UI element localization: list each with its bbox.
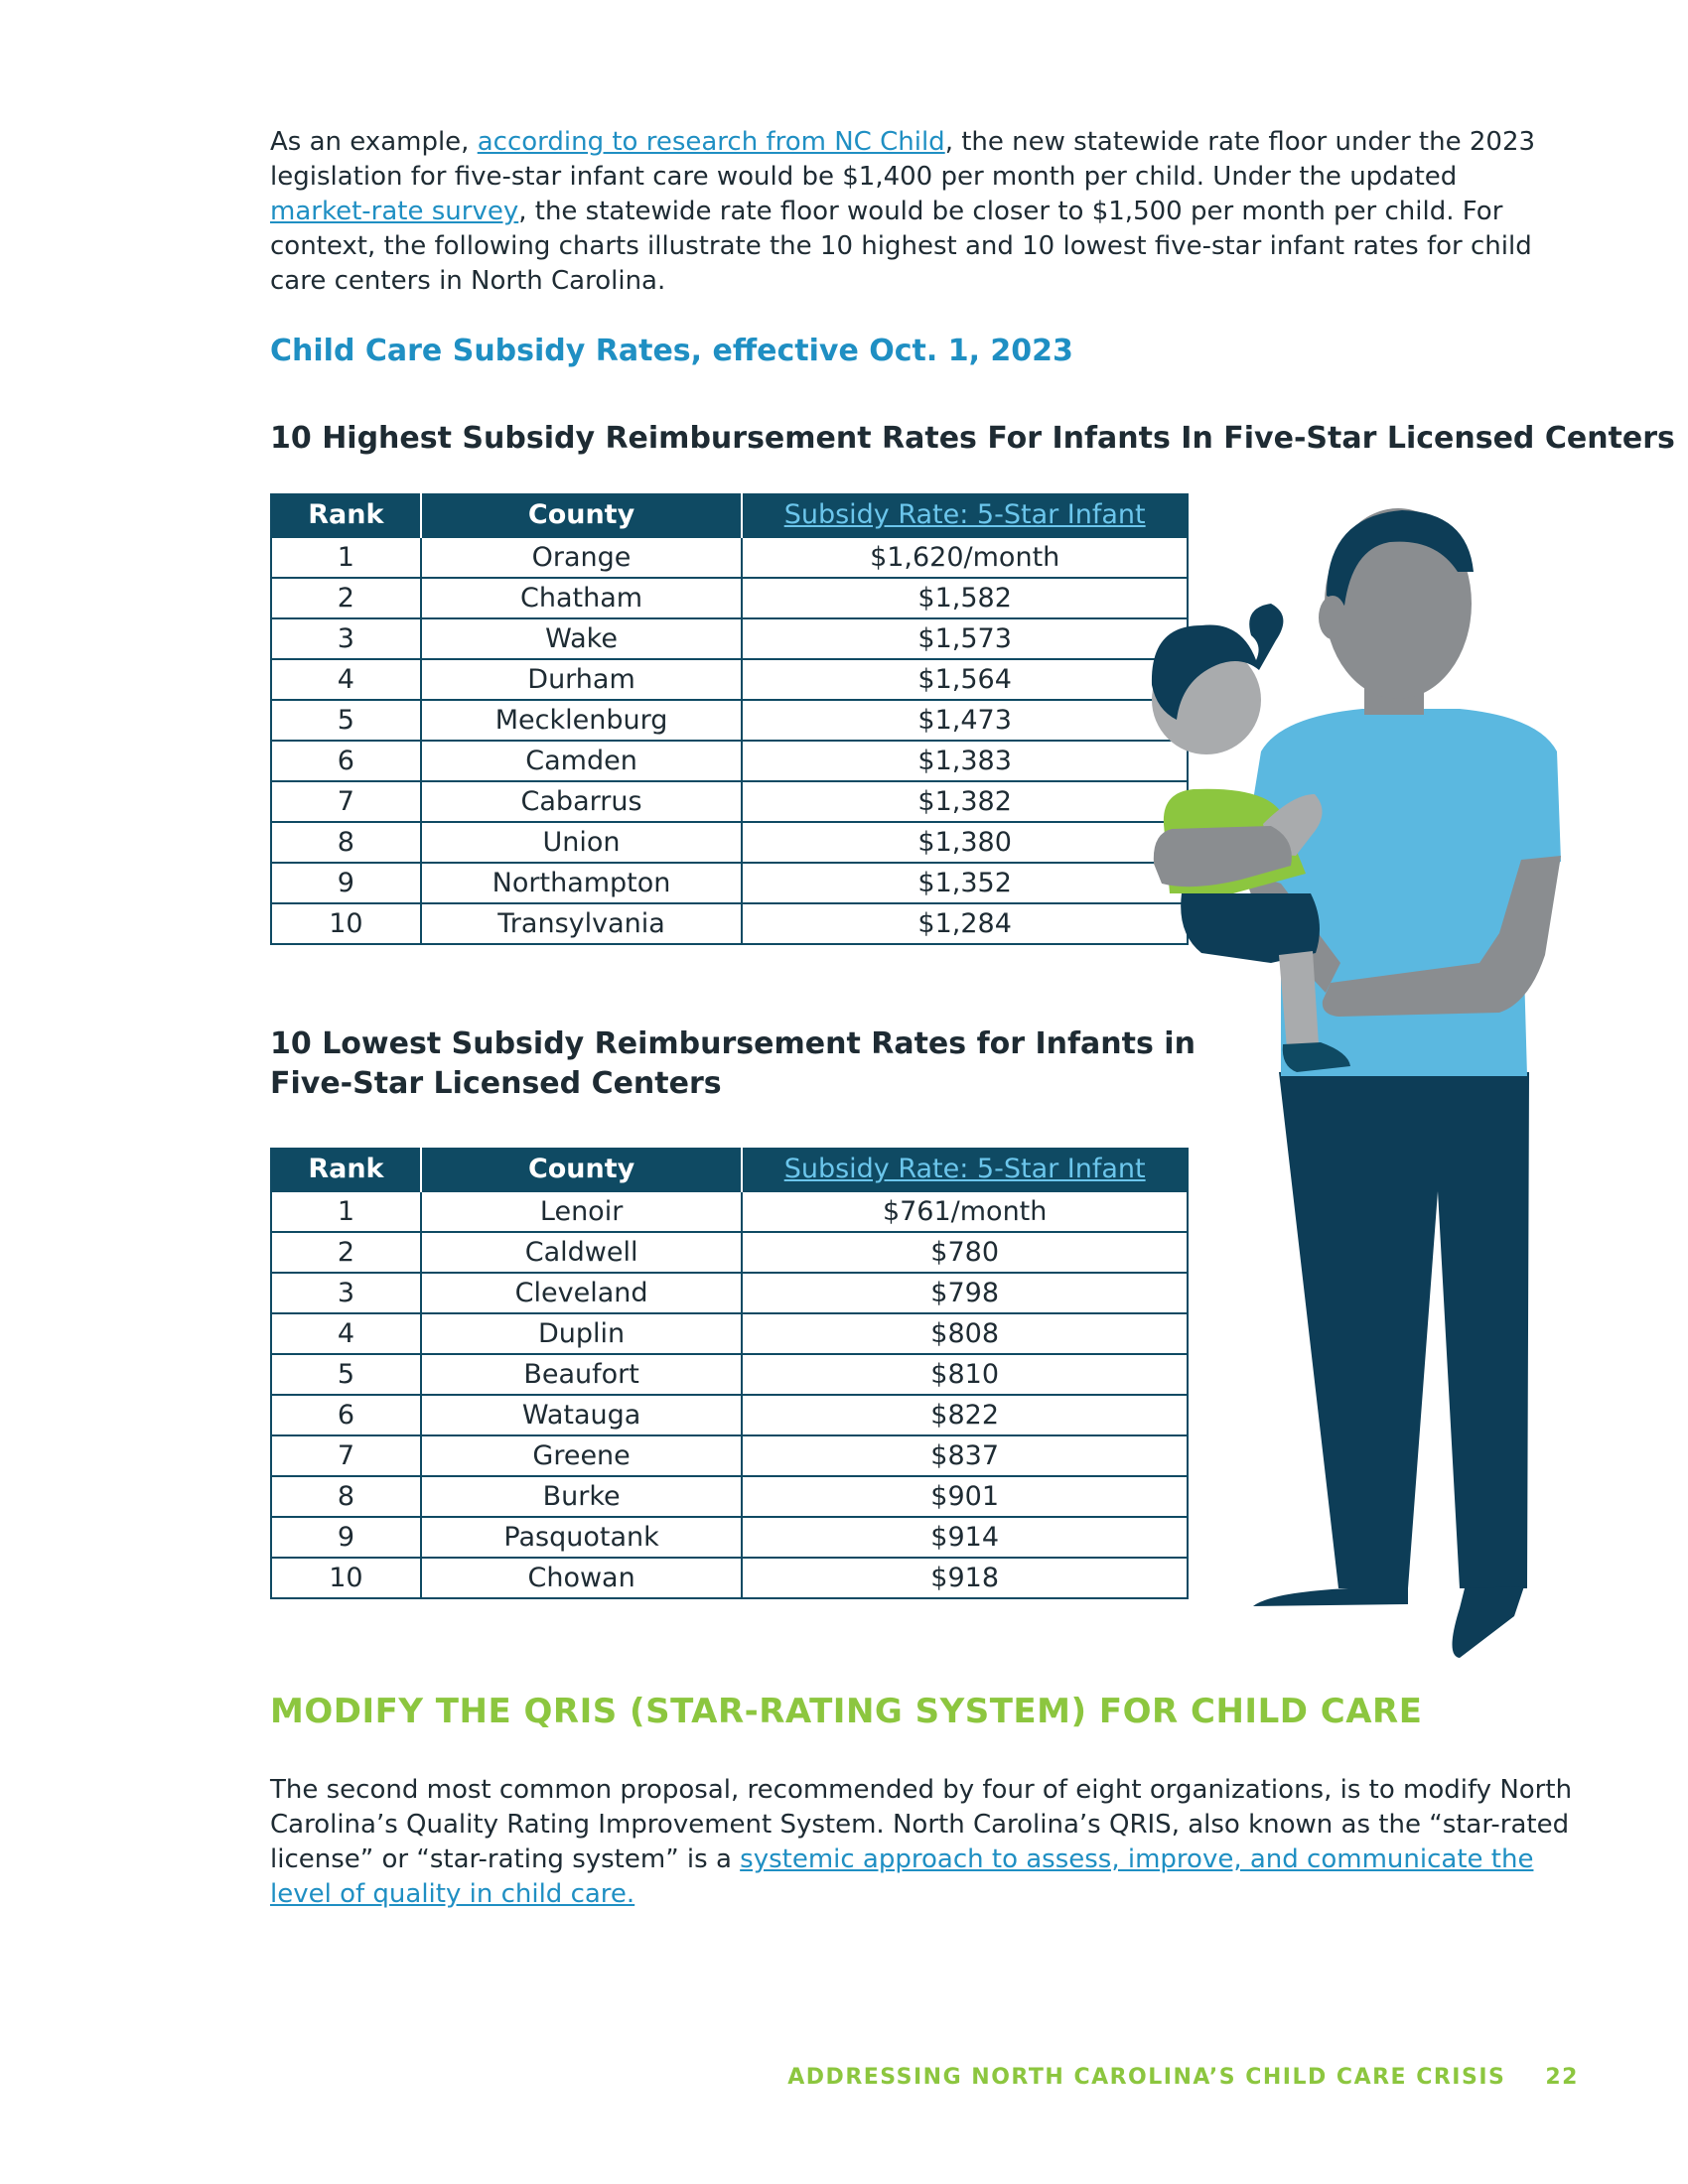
table-row [271, 822, 1188, 863]
rank-cell: 1 [271, 1191, 421, 1232]
rate-cell: $1,284 [742, 903, 1188, 944]
rank-cell: 4 [271, 1313, 421, 1354]
rate-cell: $1,564 [742, 659, 1188, 700]
county-cell: Caldwell [421, 1232, 742, 1273]
lowest-rates-table [270, 1148, 1189, 1599]
county-cell: Durham [421, 659, 743, 700]
county-cell: Cabarrus [421, 781, 743, 822]
rank-header: Rank [271, 493, 421, 537]
table-row [271, 578, 1188, 618]
county-cell: Northampton [421, 863, 743, 903]
rate-cell: $780 [742, 1232, 1188, 1273]
subsidy-rate-header-link[interactable]: Subsidy Rate: 5-Star Infant [742, 1148, 1188, 1191]
table-row [271, 781, 1188, 822]
table-row [271, 863, 1188, 903]
rate-cell: $808 [742, 1313, 1188, 1354]
county-cell: Burke [421, 1476, 742, 1517]
nc-child-research-link[interactable]: according to research from NC Child [477, 127, 945, 157]
rank-cell: 5 [271, 700, 421, 741]
county-cell: Camden [421, 741, 743, 781]
rate-cell: $837 [742, 1435, 1188, 1476]
county-cell: Lenoir [421, 1191, 742, 1232]
modify-text: The second most common proposal, recommended by four of eight organizations, is to modify North Carolina’s Quality Rating Improvement System. North Carolina’s QRIS, also known as the “star-rated license” or “star-rating system” is a [270, 1775, 1573, 1874]
table-row [271, 741, 1188, 781]
rank-cell: 2 [271, 578, 421, 618]
rank-header: Rank [271, 1148, 421, 1191]
page-number: 22 [1545, 2065, 1579, 2090]
subsidy-rate-header-link[interactable]: Subsidy Rate: 5-Star Infant [742, 493, 1188, 537]
section-title: Child Care Subsidy Rates, effective Oct. 1, 2023 [270, 334, 1073, 368]
county-cell: Greene [421, 1435, 742, 1476]
rank-cell: 7 [271, 781, 421, 822]
rank-cell: 9 [271, 863, 421, 903]
qris-systemic-approach-link[interactable]: systemic approach to assess, improve, and communicate the level of quality in child care. [270, 1844, 1534, 1909]
modify-qris-heading: MODIFY THE QRIS (STAR-RATING SYSTEM) FOR CHILD CARE [270, 1692, 1423, 1731]
rank-cell: 10 [271, 903, 421, 944]
rank-cell: 6 [271, 1395, 421, 1435]
rate-cell: $1,383 [742, 741, 1188, 781]
rate-cell: $1,352 [742, 863, 1188, 903]
county-cell: Mecklenburg [421, 700, 743, 741]
table-row [271, 1395, 1188, 1435]
rate-cell: $761/month [742, 1191, 1188, 1232]
rank-cell: 6 [271, 741, 421, 781]
lowest-title-line1: 10 Lowest Subsidy Reimbursement Rates for Infants in [270, 1026, 1196, 1061]
intro-text-3: , the statewide rate floor would be closer to $1,500 per month per child. For context, the following charts illustrate the 10 highest and 10 lowest five-star infant rates for child care centers in North Carolina. [270, 197, 1532, 296]
county-cell: Transylvania [421, 903, 743, 944]
rank-cell: 1 [271, 537, 421, 578]
county-cell: Watauga [421, 1395, 742, 1435]
intro-text-1: As an example, [270, 127, 478, 157]
rate-cell: $810 [742, 1354, 1188, 1395]
rank-cell: 8 [271, 1476, 421, 1517]
rank-cell: 9 [271, 1517, 421, 1558]
rate-cell: $798 [742, 1273, 1188, 1313]
lowest-title-line2: Five-Star Licensed Centers [270, 1066, 722, 1101]
table-row [271, 618, 1188, 659]
rate-cell: $1,382 [742, 781, 1188, 822]
rank-cell: 2 [271, 1232, 421, 1273]
county-cell: Chatham [421, 578, 743, 618]
rank-cell: 8 [271, 822, 421, 863]
county-header: County [421, 1148, 742, 1191]
table-row [271, 537, 1188, 578]
table-row [271, 1476, 1188, 1517]
table-row [271, 903, 1188, 944]
table-row [271, 1558, 1188, 1598]
page-footer [787, 2065, 1579, 2090]
rate-cell: $914 [742, 1517, 1188, 1558]
table-header-row [271, 493, 1188, 537]
market-rate-survey-link[interactable]: market-rate survey [270, 197, 519, 226]
table-header-row [271, 1148, 1188, 1191]
county-cell: Chowan [421, 1558, 742, 1598]
table-row [271, 1435, 1188, 1476]
rank-cell: 4 [271, 659, 421, 700]
table-row [271, 1313, 1188, 1354]
highest-table-title: 10 Highest Subsidy Reimbursement Rates For Infants In Five-Star Licensed Centers [270, 421, 1675, 456]
table-row [271, 1232, 1188, 1273]
rank-cell: 5 [271, 1354, 421, 1395]
rank-cell: 10 [271, 1558, 421, 1598]
table-row [271, 659, 1188, 700]
rank-cell: 3 [271, 1273, 421, 1313]
county-cell: Orange [421, 537, 743, 578]
rate-cell: $1,620/month [742, 537, 1188, 578]
county-cell: Pasquotank [421, 1517, 742, 1558]
table-row [271, 1354, 1188, 1395]
table-row [271, 1191, 1188, 1232]
intro-paragraph [270, 125, 1541, 299]
rate-cell: $1,380 [742, 822, 1188, 863]
modify-qris-paragraph [270, 1773, 1581, 1912]
county-cell: Union [421, 822, 743, 863]
intro-text-2: , the new statewide rate floor under the 2023 legislation for five-star infant care would be $1,400 per month per child. Under the updated [270, 127, 1536, 192]
county-cell: Wake [421, 618, 743, 659]
county-header: County [421, 493, 743, 537]
rank-cell: 3 [271, 618, 421, 659]
highest-rates-table [270, 493, 1189, 945]
county-cell: Cleveland [421, 1273, 742, 1313]
lowest-table-title [270, 1024, 1196, 1104]
rate-cell: $901 [742, 1476, 1188, 1517]
rank-cell: 7 [271, 1435, 421, 1476]
father-holding-child-illustration [1122, 496, 1599, 1668]
table-row [271, 1273, 1188, 1313]
rate-cell: $1,573 [742, 618, 1188, 659]
county-cell: Beaufort [421, 1354, 742, 1395]
footer-title: ADDRESSING NORTH CAROLINA’S CHILD CARE CRISIS [787, 2065, 1506, 2090]
rate-cell: $1,473 [742, 700, 1188, 741]
rate-cell: $822 [742, 1395, 1188, 1435]
rate-cell: $1,582 [742, 578, 1188, 618]
rate-cell: $918 [742, 1558, 1188, 1598]
table-row [271, 700, 1188, 741]
county-cell: Duplin [421, 1313, 742, 1354]
table-row [271, 1517, 1188, 1558]
